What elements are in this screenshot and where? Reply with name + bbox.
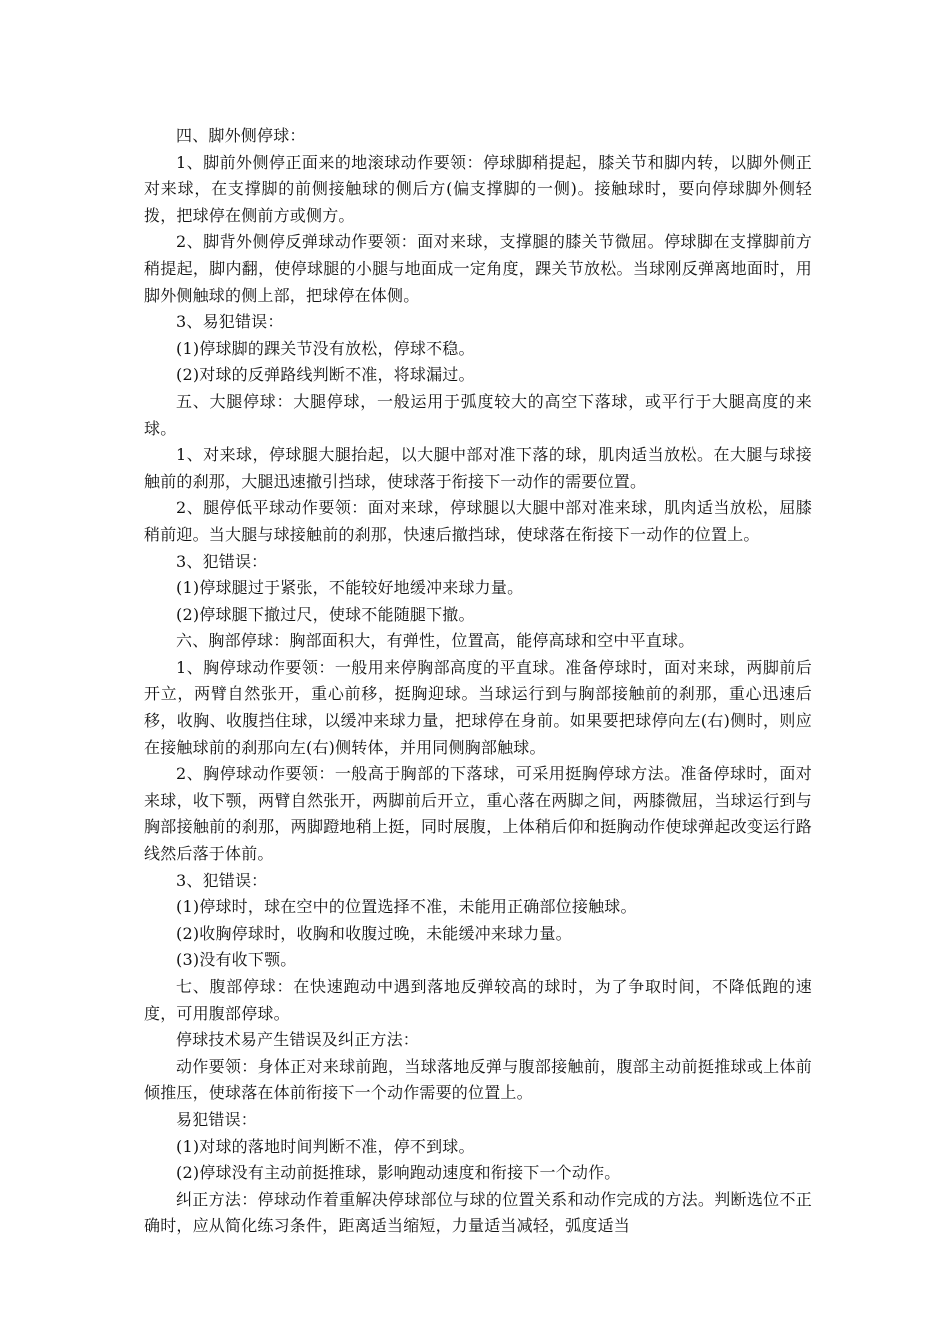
list-item: (1)停球时，球在空中的位置选择不准，未能用正确部位接触球。	[176, 897, 637, 917]
paragraph-outside-rebound-ball: 2、脚背外侧停反弹球动作要领：面对来球，支撑腿的膝关节微屈。停球脚在支撑脚前方稍提起，脚内翻，使停球腿的小腿与地面成一定角度，踝关节放松。当球刚反弹离地面时，用脚外侧触球的侧上部，把球停在体侧。	[144, 232, 812, 305]
subheading-common-mistakes: 3、易犯错误：	[176, 312, 284, 332]
list-item: (2)收胸停球时，收胸和收腹过晚，未能缓冲来球力量。	[176, 923, 572, 943]
list-item: (1)停球脚的踝关节没有放松，停球不稳。	[176, 338, 475, 358]
heading-chest-trap: 六、胸部停球：胸部面积大，有弹性，位置高，能停高球和空中平直球。	[176, 631, 695, 651]
paragraph-action-essentials: 动作要领：身体正对来球前跑，当球落地反弹与腹部接触前，腹部主动前挺推球或上体前倾推压，使球落在体前衔接下一个动作需要的位置上。	[144, 1056, 812, 1103]
heading-abdomen-trap: 七、腹部停球：在快速跑动中遇到落地反弹较高的球时，为了争取时间，不降低跑的速度，可用腹部停球。	[144, 977, 812, 1023]
paragraph-thigh-high-ball: 1、对来球，停球腿大腿抬起，以大腿中部对准下落的球，肌肉适当放松。在大腿与球接触前的刹那，大腿迅速撤引挡球，使球落于衔接下一动作的需要位置。	[144, 445, 812, 491]
list-item: (3)没有收下颚。	[176, 950, 297, 970]
subheading-mistakes: 3、犯错误：	[176, 551, 268, 571]
list-item: (1)停球腿过于紧张，不能较好地缓冲来球力量。	[176, 578, 524, 598]
paragraph-chest-flat-ball: 1、胸停球动作要领：一般用来停胸部高度的平直球。准备停球时，面对来球，两脚前后开立，两臂自然张开，重心前移，挺胸迎球。当球运行到与胸部接触前的刹那，重心迅速后移，收胸、收腹挡住球，以缓冲来球力量，把球停在身前。如果要把球停向左(右)侧时，则应在接触球前的刹那向左(右)侧转体，并用同侧胸部触球。	[144, 657, 812, 757]
list-item: (2)停球腿下撤过尺，使球不能随腿下撤。	[176, 604, 475, 624]
list-item: (2)停球没有主动前挺推球，影响跑动速度和衔接下一个动作。	[176, 1163, 621, 1183]
heading-thigh-trap: 五、大腿停球：大腿停球，一般运用于弧度较大的高空下落球，或平行于大腿高度的来球。	[144, 391, 812, 438]
list-item: (2)对球的反弹路线判断不准，将球漏过。	[176, 365, 475, 385]
subheading-common-mistakes: 易犯错误：	[176, 1109, 258, 1129]
heading-errors-and-corrections: 停球技术易产生错误及纠正方法：	[176, 1030, 420, 1050]
paragraph-chest-falling-ball: 2、胸停球动作要领：一般高于胸部的下落球，可采用挺胸停球方法。准备停球时，面对来球，收下颚，两臂自然张开，两脚前后开立，重心落在两脚之间，两膝微屈，当球运行到与胸部接触前的刹那，两脚蹬地稍上挺，同时展腹，上体稍后仰和挺胸动作使球弹起改变运行路线然后落于体前。	[144, 764, 812, 864]
heading-outside-foot: 四、脚外侧停球：	[176, 126, 306, 145]
paragraph-correction-method: 纠正方法：停球动作着重解决停球部位与球的位置关系和动作完成的方法。判断选位不正确时，应从简化练习条件，距离适当缩短，力量适当减轻，弧度适当	[144, 1189, 812, 1236]
subheading-mistakes: 3、犯错误：	[176, 870, 268, 890]
list-item: (1)对球的落地时间判断不准，停不到球。	[176, 1136, 475, 1156]
paragraph-front-outside-ground-ball: 1、脚前外侧停正面来的地滚球动作要领：停球脚稍提起，膝关节和脚内转，以脚外侧正对来球，在支撑脚的前侧接触球的侧后方(偏支撑脚的一侧)。接触球时，要向停球脚外侧轻拨，把球停在侧前方或侧方。	[144, 152, 812, 225]
paragraph-thigh-low-ball: 2、腿停低平球动作要领：面对来球，停球腿以大腿中部对准来球，肌肉适当放松，屈膝稍前迎。当大腿与球接触前的刹那，快速后撤挡球，使球落在衔接下一动作的位置上。	[144, 498, 812, 544]
document-page	[144, 123, 812, 1240]
